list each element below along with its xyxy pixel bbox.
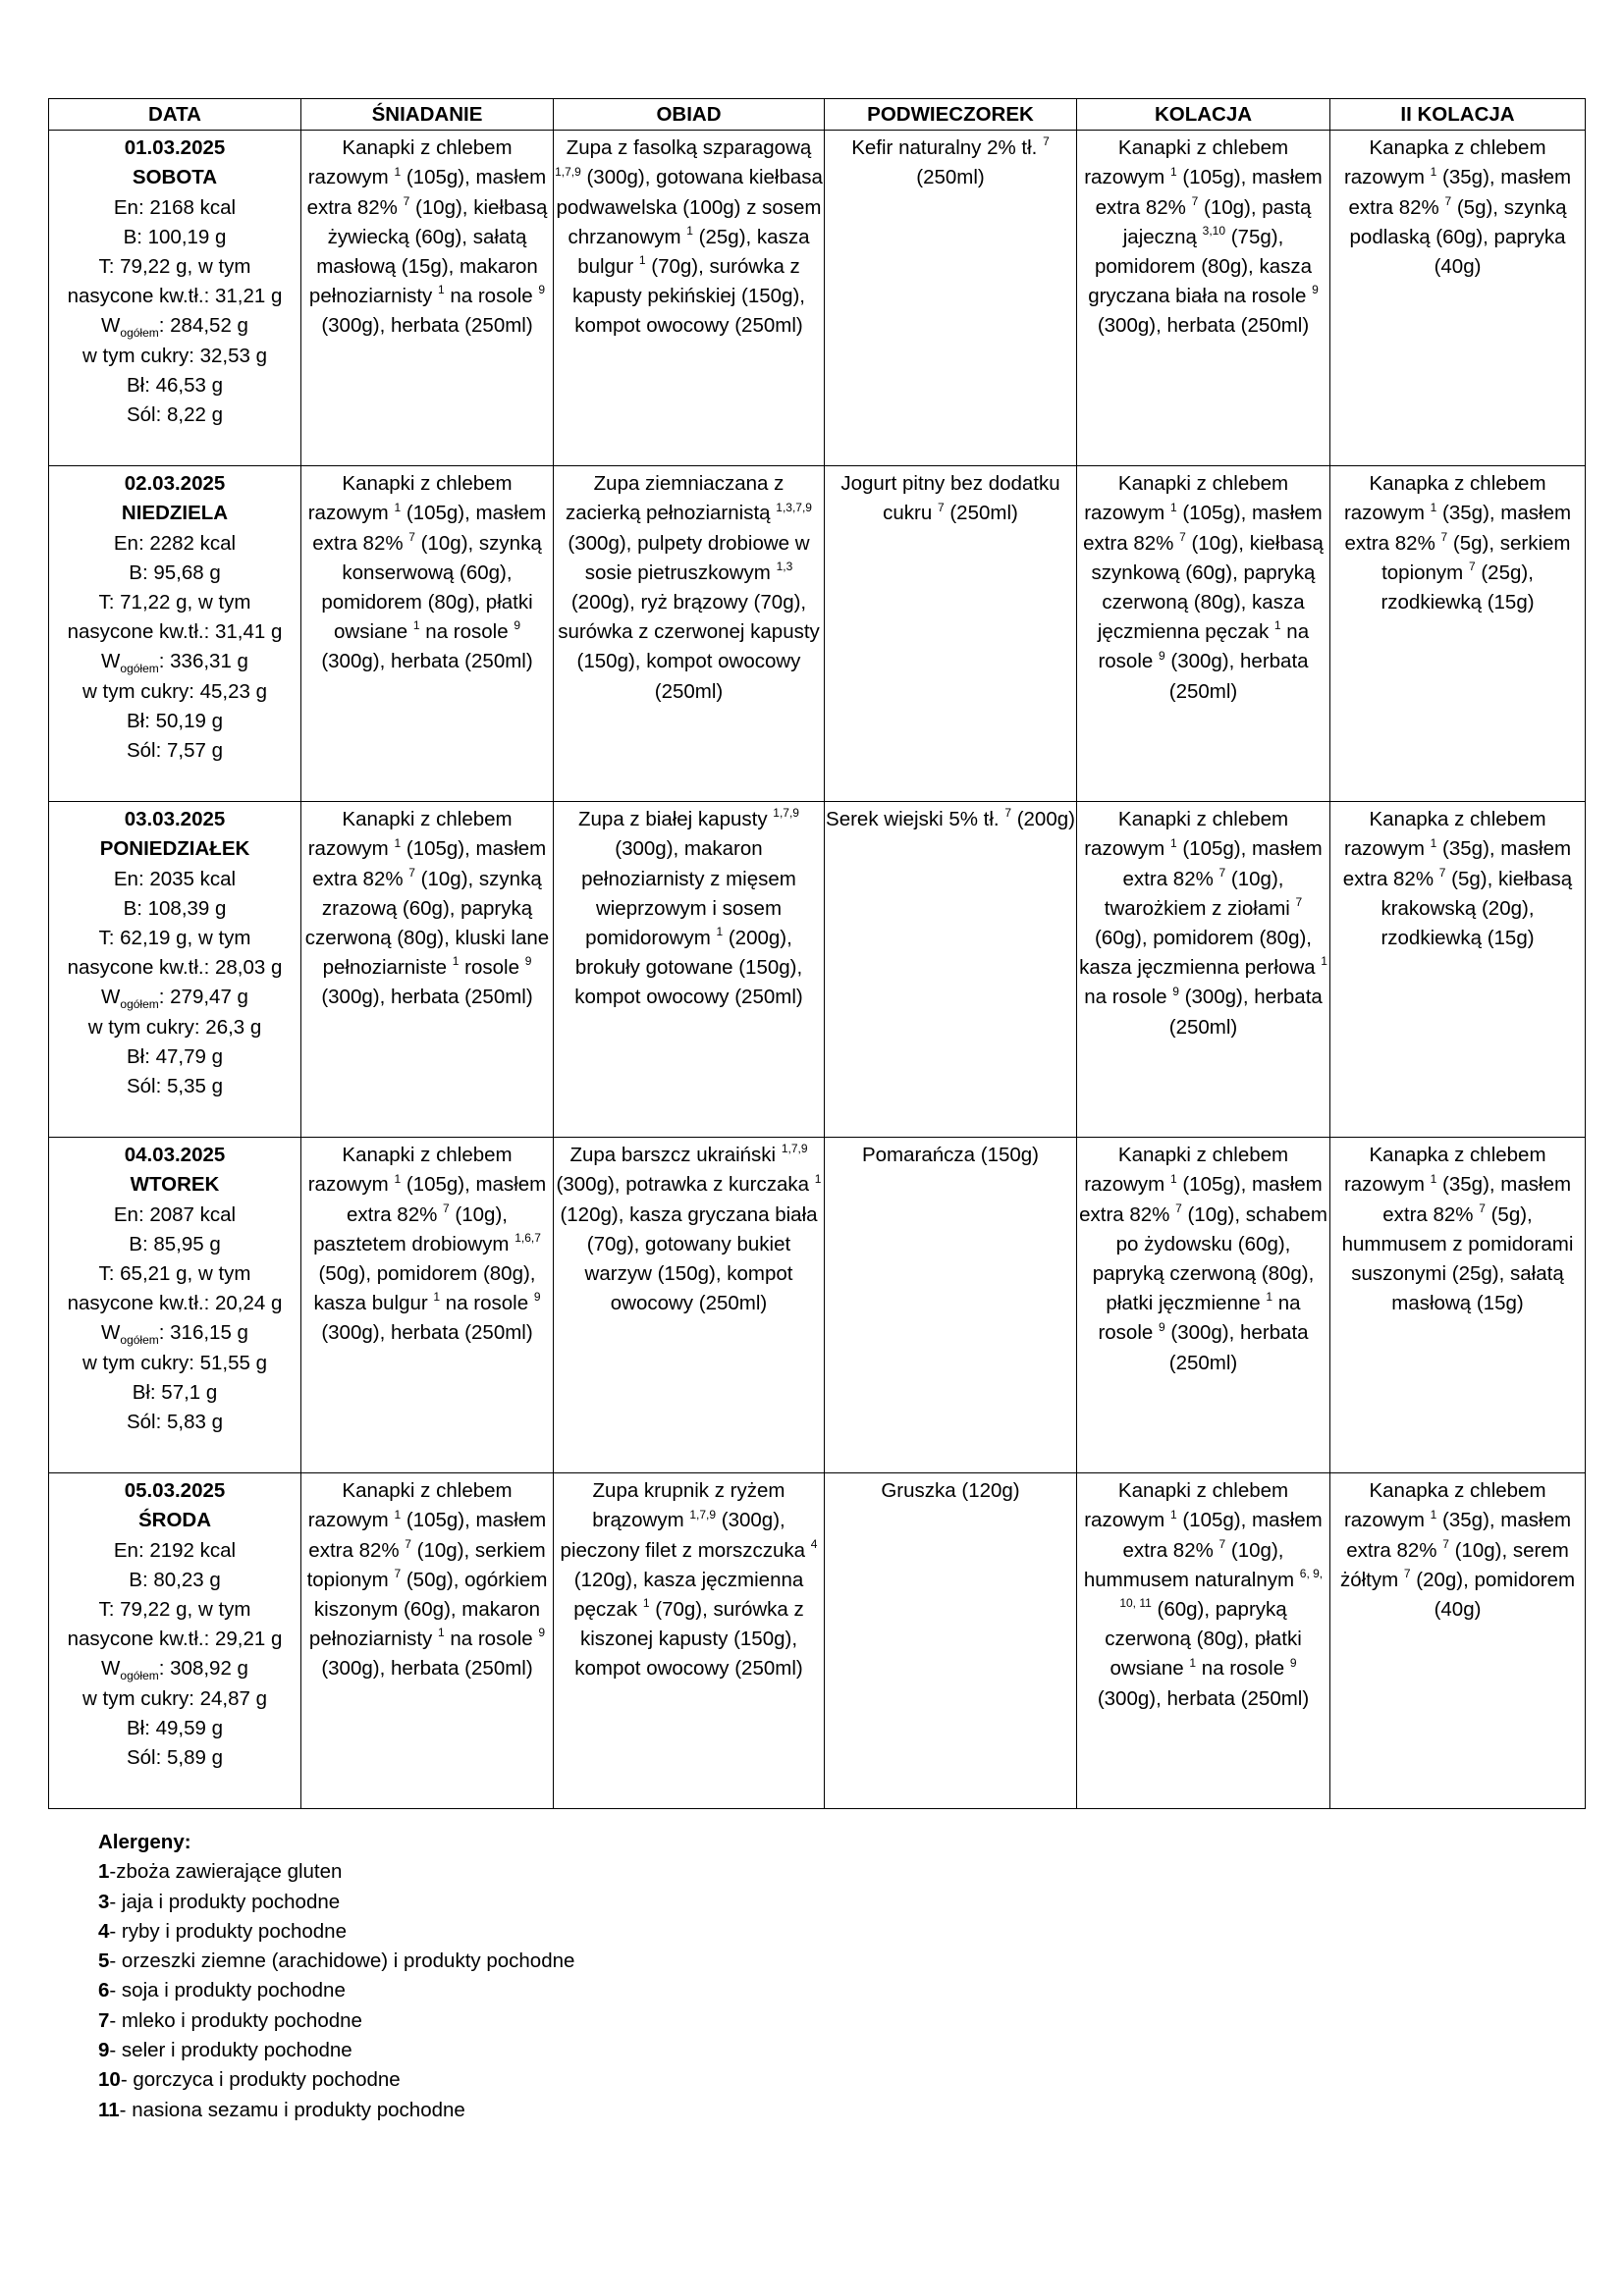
day-sugar: w tym cukry: 26,3 g <box>87 1015 262 1039</box>
day-sugar: w tym cukry: 51,55 g <box>82 1351 267 1374</box>
day-protein: B: 95,68 g <box>129 561 221 584</box>
breakfast-cell: Kanapki z chlebem razowym $^1$ (105g), masłem extra 82% $^7$ (10g), serkiem topionym $^7$ (50g), ogórkiem kiszonym (60g), makaron pełnoziarnisty $^1$ na rosole $^9$ (300g), herbata (250ml) <box>301 1473 554 1809</box>
allergen-text: - mleko i produkty pochodne <box>109 2008 362 2032</box>
supper-cell: Kanapka z chlebem razowym $^1$ (35g), masłem extra 82% $^7$ (5g), serkiem topionym $^7$ (25g), rzodkiewką (15g) <box>1330 466 1586 802</box>
day-energy: En: 2282 kcal <box>113 531 237 555</box>
dinner-cell: Kanapki z chlebem razowym $^1$ (105g), masłem extra 82% $^7$ (10g), kiełbasą szynkową (60g), papryką czerwoną (80g), kasza jęczmienna pęczak $^1$ na rosole $^9$ (300g), herbata (250ml) <box>1077 466 1330 802</box>
breakfast-cell: Kanapki z chlebem razowym $^1$ (105g), masłem extra 82% $^7$ (10g), pasztetem drobiowym $^{1,6,7}$ (50g), pomidorem (80g), kasza bulgur $^1$ na rosole $^9$ (300g), herbata (250ml) <box>301 1138 554 1473</box>
allergen-text: - ryby i produkty pochodne <box>109 1919 347 1943</box>
allergen-text: - gorczyca i produkty pochodne <box>120 2068 401 2092</box>
day-protein: B: 100,19 g <box>123 225 227 248</box>
allergen-number: 5 <box>98 1949 110 1973</box>
day-fiber: Bł: 47,79 g <box>126 1044 223 1068</box>
meal-plan-table <box>48 98 1586 1809</box>
col-header-supper: II KOLACJA <box>1330 99 1586 131</box>
day-sugar: w tym cukry: 32,53 g <box>82 344 267 367</box>
snack-cell: Kefir naturalny 2% tł. $^7$ (250ml) <box>825 131 1077 466</box>
allergen-number: 11 <box>98 2098 120 2121</box>
allergen-text: - orzeszki ziemne (arachidowe) i produkty pochodne <box>109 1949 575 1973</box>
snack-cell: Jogurt pitny bez dodatku cukru $^7$ (250ml) <box>825 466 1077 802</box>
allergen-item <box>98 1888 574 1917</box>
allergen-number: 4 <box>98 1919 110 1943</box>
table-row <box>49 1473 1586 1809</box>
table-row <box>49 466 1586 802</box>
day-sugar: w tym cukry: 24,87 g <box>82 1686 267 1710</box>
day-saturated-fat: nasycone kw.tł.: 31,21 g <box>67 285 283 308</box>
allergen-text: - nasiona sezamu i produkty pochodne <box>119 2098 465 2121</box>
day-weekday: NIEDZIELA <box>121 502 229 525</box>
lunch-cell: Zupa z fasolką szparagową $^{1,7,9}$ (300g), gotowana kiełbasa podwawelska (100g) z sosem chrzanowym $^1$ (25g), kasza bulgur $^1$ (70g), surówka z kapusty pekińskiej (150g), kompot owocowy (250ml) <box>554 131 825 466</box>
supper-cell: Kanapka z chlebem razowym $^1$ (35g), masłem extra 82% $^7$ (5g), szynką podlaską (60g), papryka (40g) <box>1330 131 1586 466</box>
allergen-text: -zboża zawierające gluten <box>109 1860 343 1884</box>
day-saturated-fat: nasycone kw.tł.: 28,03 g <box>67 956 283 980</box>
day-date: 03.03.2025 <box>124 808 226 831</box>
day-fiber: Bł: 57,1 g <box>132 1380 218 1404</box>
day-carbs: $W_{ogółem}$: 316,15 g <box>101 1321 248 1348</box>
breakfast-cell: Kanapki z chlebem razowym $^1$ (105g), masłem extra 82% $^7$ (10g), kiełbasą żywiecką (60g), sałatą masłową (15g), makaron pełnoziarnisty $^1$ na rosole $^9$ (300g), herbata (250ml) <box>301 131 554 466</box>
day-carbs: $W_{ogółem}$: 279,47 g <box>101 986 248 1012</box>
header-row <box>49 99 1586 131</box>
breakfast-cell: Kanapki z chlebem razowym $^1$ (105g), masłem extra 82% $^7$ (10g), szynką zrazową (60g), papryką czerwoną (80g), kluski lane pełnoziarniste $^1$ rosole $^9$ (300g), herbata (250ml) <box>301 802 554 1138</box>
allergen-number: 6 <box>98 1979 110 2002</box>
day-weekday: WTOREK <box>130 1173 220 1197</box>
day-carbs: $W_{ogółem}$: 284,52 g <box>101 314 248 341</box>
col-header-snack: PODWIECZOREK <box>825 99 1077 131</box>
day-saturated-fat: nasycone kw.tł.: 29,21 g <box>67 1628 283 1651</box>
day-energy: En: 2035 kcal <box>113 867 237 890</box>
day-weekday: PONIEDZIAŁEK <box>99 837 250 861</box>
allergen-list <box>98 1857 574 2125</box>
allergen-item <box>98 2036 574 2065</box>
day-date: 01.03.2025 <box>124 136 226 160</box>
day-sugar: w tym cukry: 45,23 g <box>82 679 267 703</box>
col-header-date: DATA <box>49 99 301 131</box>
snack-cell: Pomarańcza (150g) <box>825 1138 1077 1473</box>
col-header-breakfast: ŚNIADANIE <box>301 99 554 131</box>
col-header-dinner: KOLACJA <box>1077 99 1330 131</box>
day-fat: T: 71,22 g, w tym <box>98 591 251 614</box>
day-fiber: Bł: 49,59 g <box>126 1716 223 1739</box>
day-energy: En: 2087 kcal <box>113 1202 237 1226</box>
day-date: 04.03.2025 <box>124 1144 226 1167</box>
date-nutrition-cell <box>49 1473 301 1809</box>
table-row <box>49 802 1586 1138</box>
allergen-item <box>98 2096 574 2125</box>
day-fat: T: 79,22 g, w tym <box>98 255 251 279</box>
snack-cell: Serek wiejski 5% tł. $^7$ (200g) <box>825 802 1077 1138</box>
day-salt: Sól: 8,22 g <box>126 403 223 427</box>
dinner-cell: Kanapki z chlebem razowym $^1$ (105g), masłem extra 82% $^7$ (10g), schabem po żydowsku (60g), papryką czerwoną (80g), płatki jęczmienne $^1$ na rosole $^9$ (300g), herbata (250ml) <box>1077 1138 1330 1473</box>
day-carbs: $W_{ogółem}$: 336,31 g <box>101 650 248 676</box>
date-nutrition-cell <box>49 802 301 1138</box>
snack-cell: Gruszka (120g) <box>825 1473 1077 1809</box>
day-salt: Sól: 7,57 g <box>126 739 223 763</box>
allergen-number: 3 <box>98 1890 110 1913</box>
table-row <box>49 131 1586 466</box>
day-carbs: $W_{ogółem}$: 308,92 g <box>101 1657 248 1683</box>
dinner-cell: Kanapki z chlebem razowym $^1$ (105g), masłem extra 82% $^7$ (10g), hummusem naturalnym $^{6, 9, 10, 11}$ (60g), papryką czerwoną (80g), płatki owsiane $^1$ na rosole $^9$ (300g), herbata (250ml) <box>1077 1473 1330 1809</box>
allergen-item <box>98 1947 574 1976</box>
day-weekday: SOBOTA <box>132 166 218 189</box>
allergen-text: - seler i produkty pochodne <box>109 2039 352 2062</box>
lunch-cell: Zupa ziemniaczana z zacierką pełnoziarnistą $^{1,3,7,9}$ (300g), pulpety drobiowe w sosie pietruszkowym $^{1,3}$ (200g), ryż brązowy (70g), surówka z czerwonej kapusty (150g), kompot owocowy (250ml) <box>554 466 825 802</box>
lunch-cell: Zupa z białej kapusty $^{1,7,9}$ (300g), makaron pełnoziarnisty z mięsem wieprzowym i sosem pomidorowym $^1$ (200g), brokuły gotowane (150g), kompot owocowy (250ml) <box>554 802 825 1138</box>
allergen-number: 7 <box>98 2008 110 2032</box>
day-fat: T: 79,22 g, w tym <box>98 1598 251 1622</box>
allergen-number: 1 <box>98 1860 110 1884</box>
date-nutrition-cell <box>49 1138 301 1473</box>
day-fat: T: 62,19 g, w tym <box>98 927 251 950</box>
dinner-cell: Kanapki z chlebem razowym $^1$ (105g), masłem extra 82% $^7$ (10g), twarożkiem z ziołami $^7$ (60g), pomidorem (80g), kasza jęczmienna perłowa $^1$ na rosole $^9$ (300g), herbata (250ml) <box>1077 802 1330 1138</box>
allergen-legend <box>98 1828 574 2125</box>
date-nutrition-cell <box>49 131 301 466</box>
allergen-item <box>98 1976 574 2005</box>
supper-cell: Kanapka z chlebem razowym $^1$ (35g), masłem extra 82% $^7$ (10g), serem żółtym $^7$ (20g), pomidorem (40g) <box>1330 1473 1586 1809</box>
day-protein: B: 108,39 g <box>123 896 227 920</box>
day-energy: En: 2168 kcal <box>113 195 237 219</box>
allergen-text: - jaja i produkty pochodne <box>109 1890 341 1913</box>
day-fiber: Bł: 50,19 g <box>126 709 223 732</box>
allergen-item <box>98 2006 574 2036</box>
day-saturated-fat: nasycone kw.tł.: 31,41 g <box>67 620 283 644</box>
day-fat: T: 65,21 g, w tym <box>98 1262 251 1286</box>
lunch-cell: Zupa krupnik z ryżem brązowym $^{1,7,9}$ (300g), pieczony filet z morszczuka $^4$ (120g), kasza jęczmienna pęczak $^1$ (70g), surówka z kiszonej kapusty (150g), kompot owocowy (250ml) <box>554 1473 825 1809</box>
allergen-item <box>98 1857 574 1887</box>
allergen-text: - soja i produkty pochodne <box>109 1979 346 2002</box>
day-protein: B: 85,95 g <box>129 1232 221 1255</box>
allergen-number: 9 <box>98 2039 110 2062</box>
day-salt: Sól: 5,35 g <box>126 1075 223 1098</box>
day-protein: B: 80,23 g <box>129 1568 221 1591</box>
day-energy: En: 2192 kcal <box>113 1538 237 1562</box>
supper-cell: Kanapka z chlebem razowym $^1$ (35g), masłem extra 82% $^7$ (5g), hummusem z pomidorami suszonymi (25g), sałatą masłową (15g) <box>1330 1138 1586 1473</box>
day-saturated-fat: nasycone kw.tł.: 20,24 g <box>67 1292 283 1315</box>
day-salt: Sól: 5,89 g <box>126 1746 223 1770</box>
allergen-number: 10 <box>98 2068 121 2092</box>
allergen-item <box>98 2065 574 2095</box>
lunch-cell: Zupa barszcz ukraiński $^{1,7,9}$ (300g), potrawka z kurczaka $^1$ (120g), kasza gryczana biała (70g), gotowany bukiet warzyw (150g), kompot owocowy (250ml) <box>554 1138 825 1473</box>
day-weekday: ŚRODA <box>137 1509 212 1532</box>
breakfast-cell: Kanapki z chlebem razowym $^1$ (105g), masłem extra 82% $^7$ (10g), szynką konserwową (60g), pomidorem (80g), płatki owsiane $^1$ na rosole $^9$ (300g), herbata (250ml) <box>301 466 554 802</box>
date-nutrition-cell <box>49 466 301 802</box>
dinner-cell: Kanapki z chlebem razowym $^1$ (105g), masłem extra 82% $^7$ (10g), pastą jajeczną $^{3,10}$ (75g), pomidorem (80g), kasza gryczana biała na rosole $^9$ (300g), herbata (250ml) <box>1077 131 1330 466</box>
supper-cell: Kanapka z chlebem razowym $^1$ (35g), masłem extra 82% $^7$ (5g), kiełbasą krakowską (20g), rzodkiewką (15g) <box>1330 802 1586 1138</box>
day-date: 05.03.2025 <box>124 1479 226 1503</box>
allergen-legend-title: Alergeny: <box>98 1831 191 1853</box>
day-date: 02.03.2025 <box>124 472 226 496</box>
table-row <box>49 1138 1586 1473</box>
col-header-lunch: OBIAD <box>554 99 825 131</box>
day-salt: Sól: 5,83 g <box>126 1411 223 1434</box>
allergen-item <box>98 1917 574 1947</box>
day-fiber: Bł: 46,53 g <box>126 373 223 397</box>
